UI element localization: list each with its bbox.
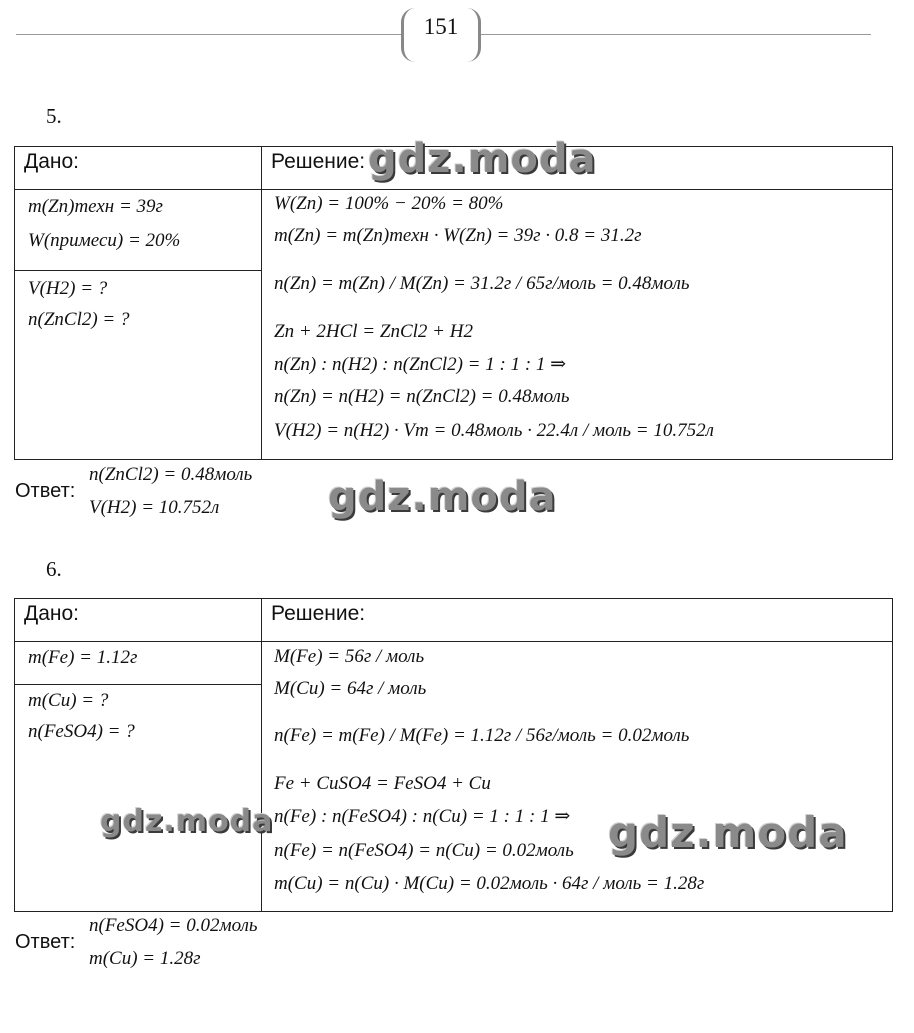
page-number: 151 — [423, 14, 459, 39]
task-5-solution-line: W(Zn) = 100% − 20% = 80% — [274, 193, 504, 214]
watermark: gdz.moda — [608, 808, 848, 857]
watermark: gdz.moda — [368, 136, 597, 182]
task-5-header-rule — [14, 189, 893, 190]
task-5-number: 5. — [46, 104, 62, 128]
task-5-given-line: m(Zn)техн = 39г — [28, 196, 163, 217]
task-6-solution-header: Решение: — [271, 602, 366, 625]
task-6-solution-line: n(Fe) = m(Fe) / M(Fe) = 1.12г / 56г/моль = 0.02моль — [274, 725, 690, 746]
task-6-solution-line: M(Fe) = 56г / моль — [274, 646, 425, 667]
header-rule-right — [481, 34, 871, 35]
task-6-given-header: Дано: — [24, 602, 80, 625]
task-6-given-find-rule — [14, 684, 262, 685]
task-5-find-line: n(ZnCl2) = ? — [28, 309, 130, 330]
task-6-solution-line: M(Cu) = 64г / моль — [274, 678, 427, 699]
task-6-answer-line: m(Cu) = 1.28г — [89, 948, 201, 969]
task-6-solution-line: n(Fe) : n(FeSO4) : n(Cu) = 1 : 1 : 1 ⇒ — [274, 806, 571, 827]
task-5-solution-line: n(Zn) = n(H2) = n(ZnCl2) = 0.48моль — [274, 386, 570, 407]
task-6-header-rule — [14, 641, 893, 642]
task-5-solution-line: m(Zn) = m(Zn)техн · W(Zn) = 39г · 0.8 = 31.2г — [274, 225, 642, 246]
task-6-answer-line: n(FeSO4) = 0.02моль — [89, 915, 258, 936]
task-6-number: 6. — [46, 557, 62, 581]
task-6-column-divider — [261, 598, 262, 912]
task-5-solution-line: V(H2) = n(H2) · Vm = 0.48моль · 22.4л / моль = 10.752л — [274, 420, 714, 441]
task-6-given-line: m(Fe) = 1.12г — [28, 647, 138, 668]
task-5-answer-label: Ответ: — [15, 480, 76, 502]
task-5-given-header: Дано: — [24, 150, 80, 173]
task-5-find-line: V(H2) = ? — [28, 278, 108, 299]
task-6-solution-line: m(Cu) = n(Cu) · M(Cu) = 0.02моль · 64г / моль = 1.28г — [274, 873, 705, 894]
task-5-solution-header: Решение: — [271, 150, 366, 173]
watermark: gdz.moda — [328, 474, 557, 520]
task-6-solution-line: n(Fe) = n(FeSO4) = n(Cu) = 0.02моль — [274, 840, 574, 861]
task-5-given-line: W(примеси) = 20% — [28, 230, 181, 251]
task-5-solution-line: n(Zn) = m(Zn) / M(Zn) = 31.2г / 65г/моль = 0.48моль — [274, 273, 690, 294]
task-5-column-divider — [261, 146, 262, 460]
task-6-find-line: m(Cu) = ? — [28, 690, 109, 711]
task-5-solution-line: Zn + 2HCl = ZnCl2 + H2 — [274, 321, 473, 342]
task-5-answer-line: V(H2) = 10.752л — [89, 497, 220, 518]
task-6-solution-line: Fe + CuSO4 = FeSO4 + Cu — [274, 773, 491, 794]
task-5-answer-line: n(ZnCl2) = 0.48моль — [89, 464, 253, 485]
task-6-table — [14, 598, 893, 912]
task-6-answer-label: Ответ: — [15, 931, 76, 953]
watermark: gdz.moda — [100, 804, 274, 839]
task-5-solution-line: n(Zn) : n(H2) : n(ZnCl2) = 1 : 1 : 1 ⇒ — [274, 354, 567, 375]
task-6-find-line: n(FeSO4) = ? — [28, 721, 135, 742]
task-5-given-find-rule — [14, 270, 262, 271]
header-rule-left — [16, 34, 401, 35]
